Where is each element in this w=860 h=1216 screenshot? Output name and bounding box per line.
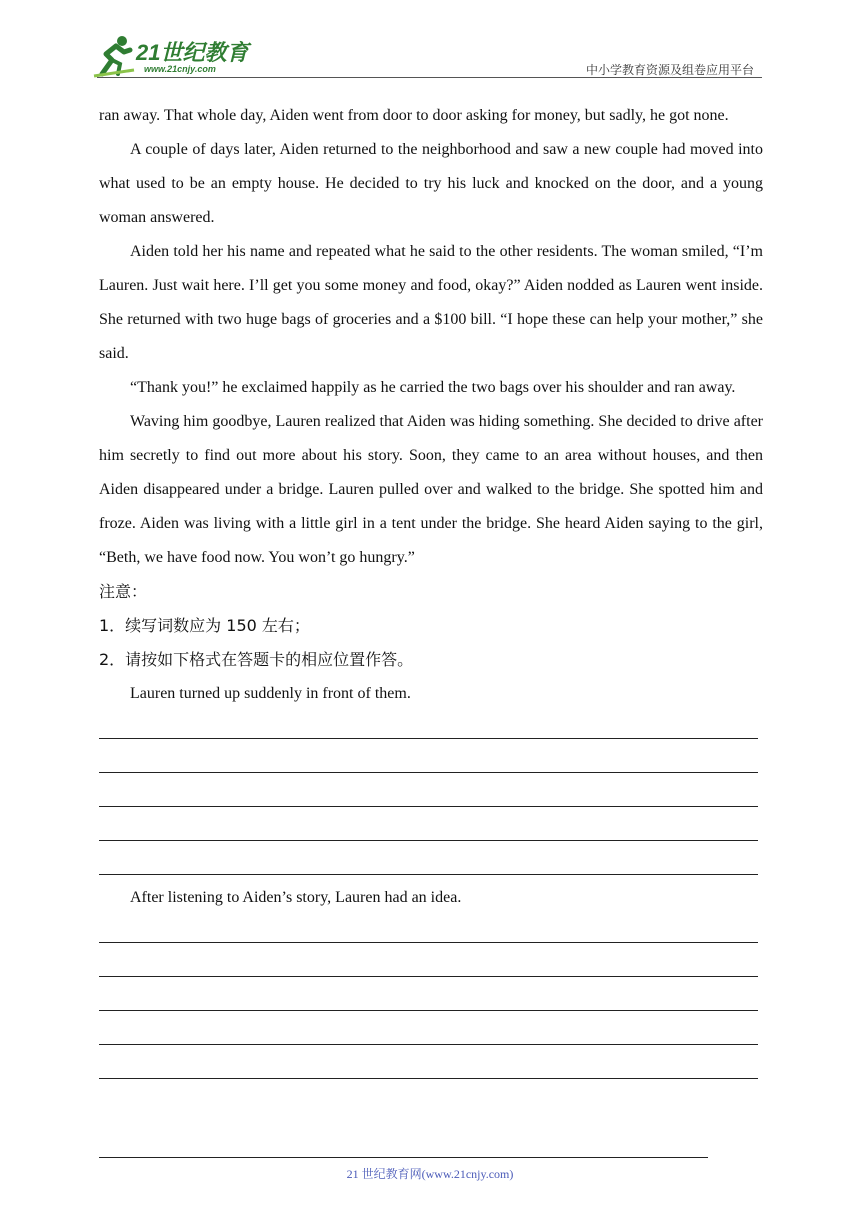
answer-line[interactable] — [99, 983, 763, 1017]
footer-link[interactable]: 21 世纪教育网(www.21cnjy.com) — [346, 1167, 514, 1181]
page-header — [0, 0, 860, 80]
header-divider — [97, 77, 762, 78]
paragraph-2: A couple of days later, Aiden returned to the neighborhood and saw a new couple had moved into what used to be an empty house. He decided to try his luck and knocked on the door, and a young woman answered. — [99, 141, 763, 226]
answer-line[interactable] — [99, 1051, 763, 1085]
paragraph-3: Aiden told her his name and repeated what he said to the other residents. The woman smiled, “I’m Lauren. Just wait here. I’ll get you some money and food, okay?” Aiden nodded as Lauren went inside. She returned with two huge bags of groceries and a $100 bill. “I hope these can help your mother,” she said. — [99, 243, 763, 362]
prompt-first: Lauren turned up suddenly in front of them. — [130, 685, 411, 702]
note-item-1: 1．续写词数应为 150 左右； — [99, 616, 310, 635]
logo-wordmark: 21世纪教育 — [136, 40, 249, 65]
answer-line[interactable] — [99, 1017, 763, 1051]
runner-logo-icon — [92, 34, 136, 78]
note-item-2: 2．请按如下格式在答题卡的相应位置作答。 — [99, 650, 414, 669]
answer-line[interactable] — [99, 847, 763, 881]
paragraph-4: “Thank you!” he exclaimed happily as he carried the two bags over his shoulder and ran away. — [130, 379, 736, 396]
answer-line[interactable] — [99, 779, 763, 813]
answer-line[interactable] — [99, 711, 763, 745]
notes-title: 注意： — [99, 582, 148, 601]
document-body — [99, 99, 763, 1085]
answer-line[interactable] — [99, 915, 763, 949]
answer-line[interactable] — [99, 813, 763, 847]
prompt-second: After listening to Aiden’s story, Lauren had an idea. — [130, 889, 462, 906]
answer-line[interactable] — [99, 745, 763, 779]
answer-line[interactable] — [99, 949, 763, 983]
paragraph-5: Waving him goodbye, Lauren realized that Aiden was hiding something. She decided to drive after him secretly to find out more about his story. Soon, they came to an area without houses, and then Aiden disappeared under a bridge. Lauren pulled over and walked to the bridge. She spotted him and froze. Aiden was living with a little girl in a tent under the bridge. She heard Aiden saying to the girl, “Beth, we have food now. You won’t go hungry.” — [99, 413, 763, 566]
footer-divider — [99, 1157, 708, 1158]
logo-url: www.21cnjy.com — [144, 64, 216, 74]
site-logo[interactable] — [92, 34, 262, 78]
header-tagline: 中小学教育资源及组卷应用平台 — [585, 63, 754, 77]
paragraph-1: ran away. That whole day, Aiden went from door to door asking for money, but sadly, he got none. — [99, 107, 729, 124]
